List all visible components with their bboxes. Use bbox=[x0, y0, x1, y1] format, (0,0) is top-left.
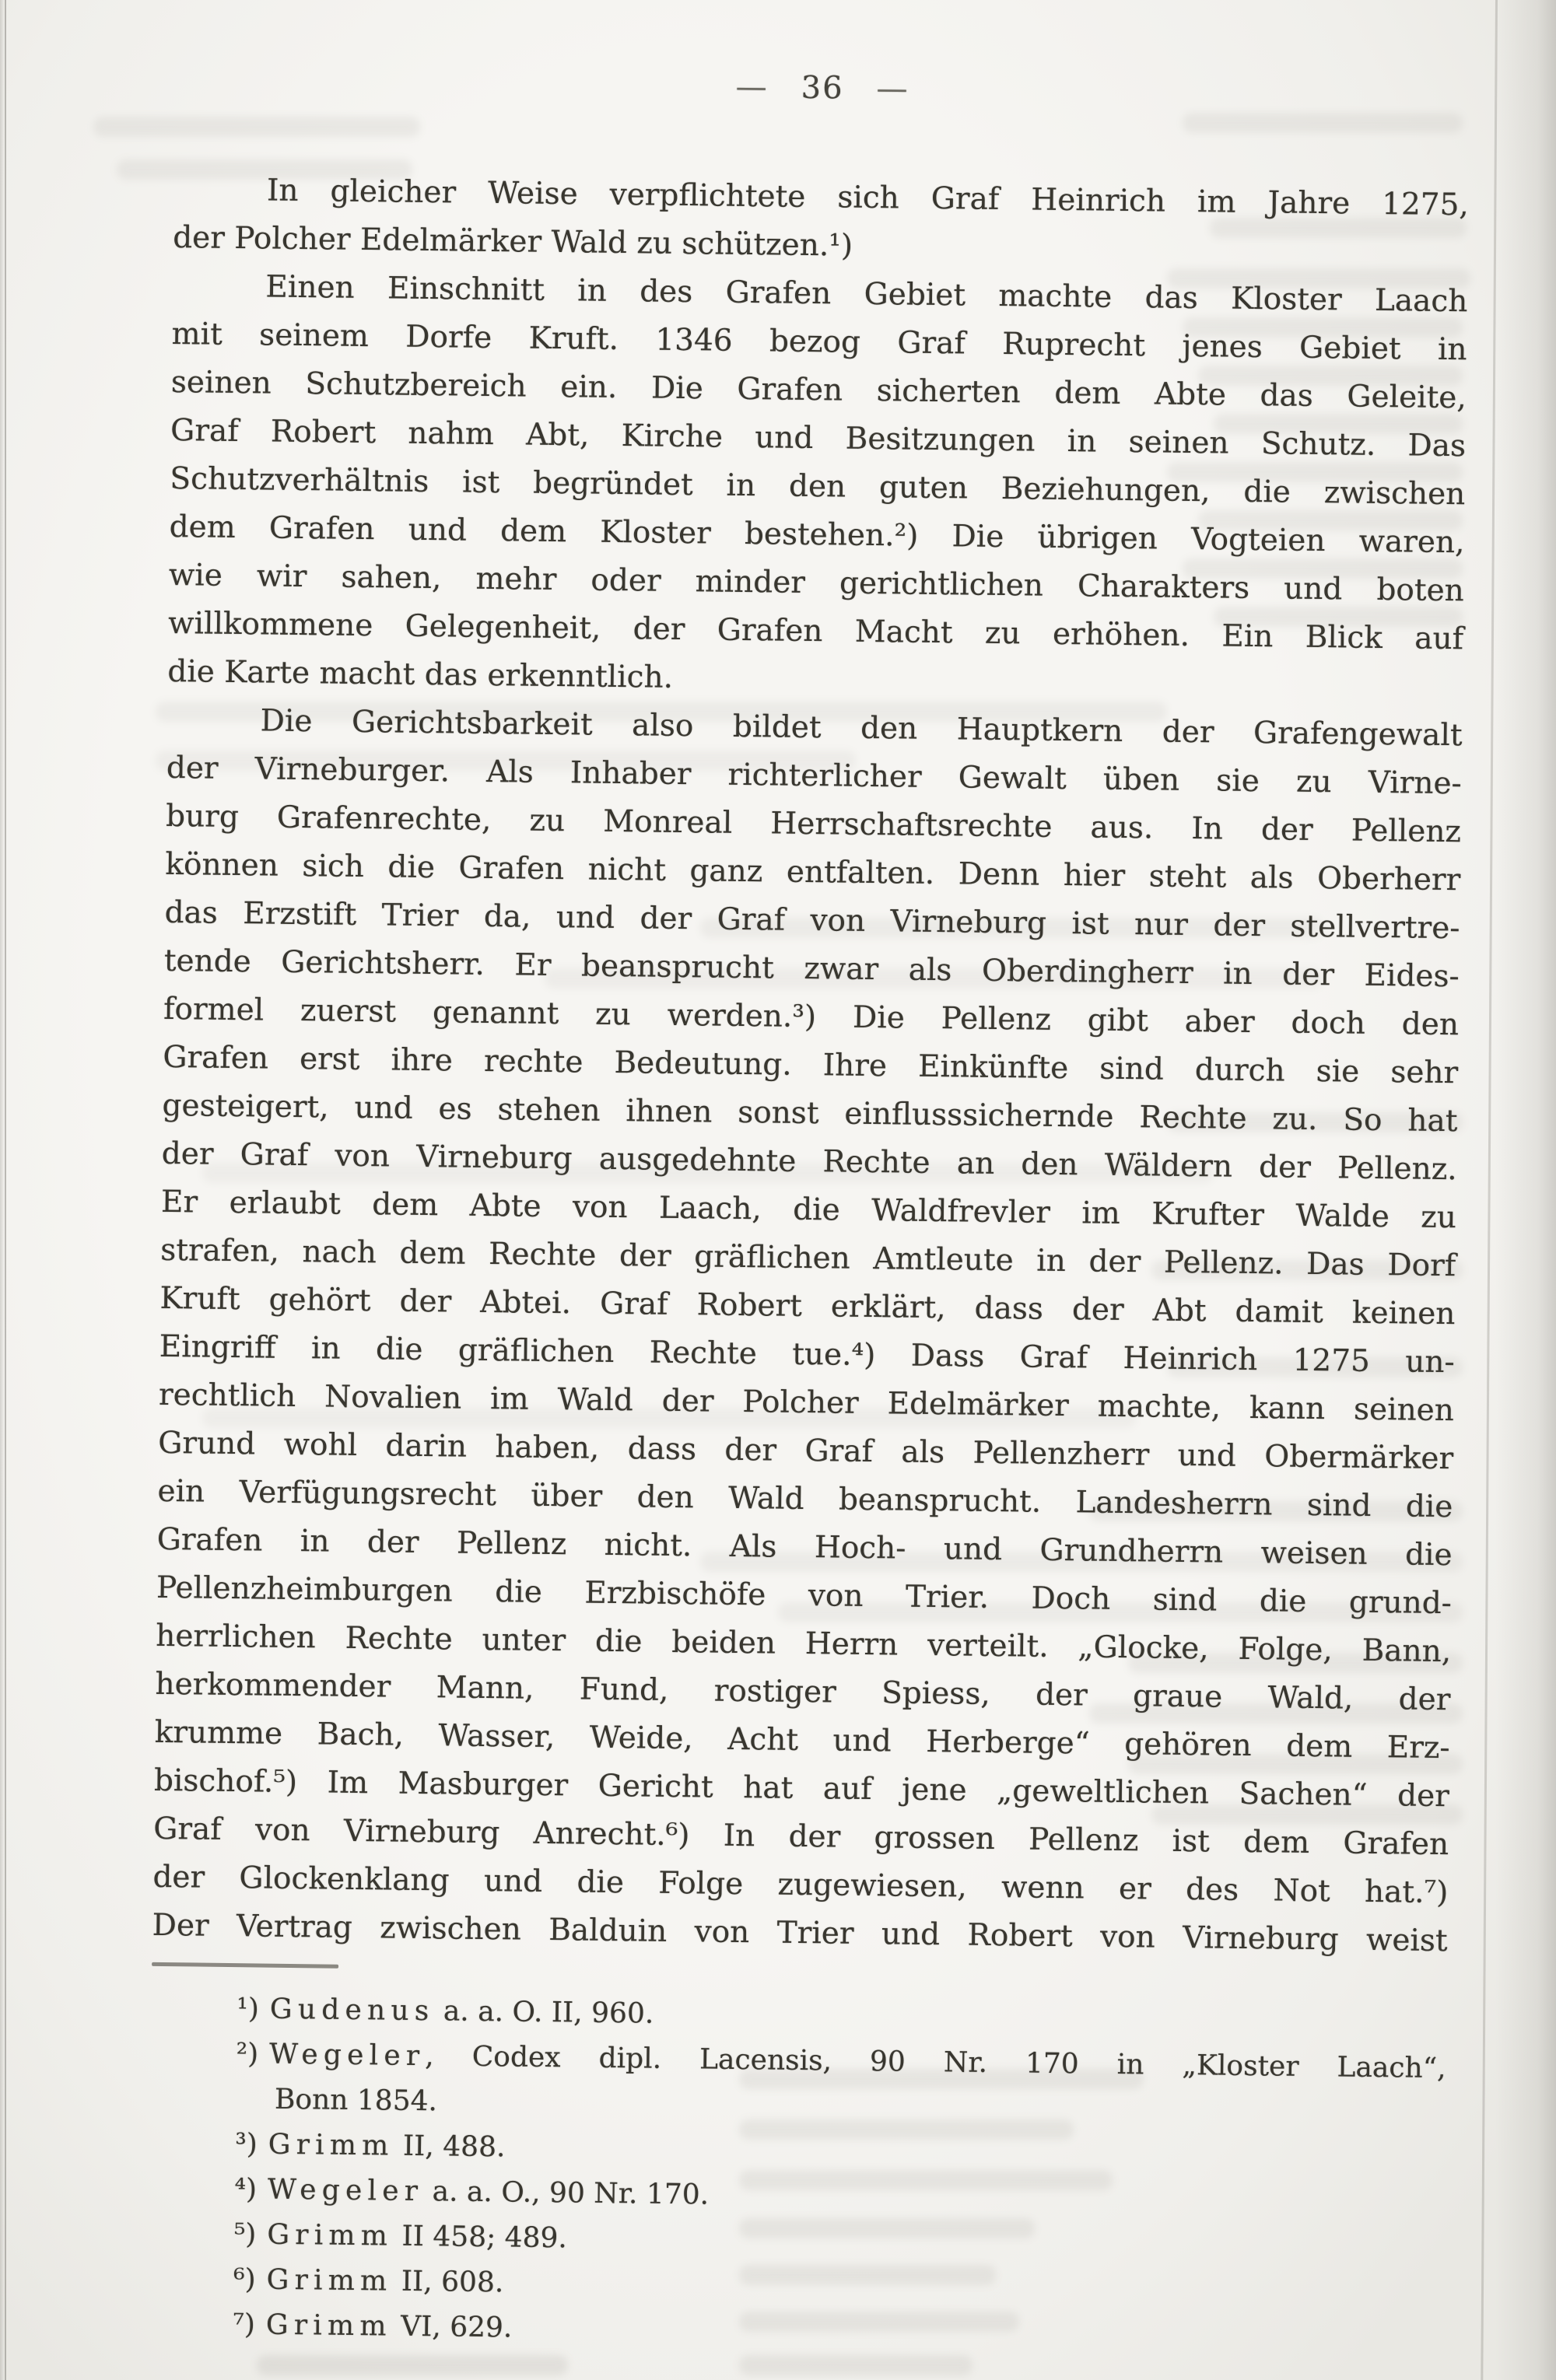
text-line: Die Gerichtsbarkeit also bildet den Hauptkern der Grafengewalt bbox=[260, 703, 1463, 754]
footnote-author: Gudenus bbox=[269, 1993, 435, 2028]
footnote-marker: ⁴) bbox=[234, 2173, 258, 2206]
text-line: Pellenzheimburgen die Erzbischöfe von Trier. Doch sind die grund- bbox=[156, 1570, 1453, 1622]
footnote-text: II 458; 489. bbox=[392, 2220, 568, 2255]
page-left-edge-line bbox=[5, 0, 6, 2380]
text-line: bischof.⁵) Im Masburger Gericht hat auf jene „geweltlichen Sachen“ der bbox=[153, 1762, 1450, 1815]
footnote-author: Grimm bbox=[265, 2308, 392, 2343]
footnote-marker: ⁷) bbox=[233, 2308, 256, 2341]
bleed-through-ghost bbox=[257, 2355, 568, 2375]
text-line: mit seinem Dorfe Kruft. 1346 bezog Graf Ruprecht jenes Gebiet in bbox=[171, 316, 1467, 368]
footnote-text: a. a. O., 90 Nr. 170. bbox=[422, 2175, 710, 2211]
text-line: herrlichen Rechte unter die beiden Herrn verteilt. „Glocke, Folge, Bann, bbox=[155, 1618, 1452, 1670]
text-line: der Polcher Edelmärker Wald zu schützen.¹) bbox=[172, 219, 853, 264]
footnote-text: , Codex dipl. Lacensis, 90 Nr. 170 in „Kloster Laach“, bbox=[425, 2040, 1446, 2085]
text-line: Grafen in der Pellenz nicht. Als Hoch- und Grundherrn weisen die bbox=[156, 1521, 1453, 1573]
text-line: Einen Einschnitt in des Grafen Gebiet machte das Kloster Laach bbox=[265, 269, 1468, 320]
text-line: rechtlich Novalien im Wald der Polcher Edelmärker machte, kann seinen bbox=[158, 1377, 1455, 1429]
page-content bbox=[147, 61, 1470, 2362]
bleed-through-ghost bbox=[739, 2355, 972, 2375]
text-line: der Virneburger. Als Inhaber richterlicher Gewalt üben sie zu Virne- bbox=[166, 750, 1463, 802]
text-line: Graf von Virneburg Anrecht.⁶) In der grossen Pellenz ist dem Grafen bbox=[152, 1811, 1449, 1863]
page-right-fold-shade bbox=[1495, 0, 1556, 2380]
footnotes bbox=[147, 1986, 1447, 2362]
text-line: Eingriff in die gräflichen Rechte tue.⁴) Dass Graf Heinrich 1275 un- bbox=[159, 1328, 1455, 1381]
text-line: Grund wohl darin haben, dass der Graf als Pellenzherr und Obermärker bbox=[158, 1425, 1454, 1477]
footnote-text: II, 608. bbox=[392, 2265, 504, 2299]
footnote-author: Wegeler bbox=[268, 2038, 426, 2073]
text-line: der Glockenklang und die Folge zugewiesen, wenn er des Not hat.⁷) bbox=[152, 1859, 1449, 1911]
text-line: krumme Bach, Wasser, Weide, Acht und Herberge“ gehören dem Erz- bbox=[154, 1714, 1450, 1766]
text-line: In gleicher Weise verpflichtete sich Graf Heinrich im Jahre 1275, bbox=[266, 173, 1470, 223]
text-line: Grafen erst ihre rechte Bedeutung. Ihre Einkünfte sind durch sie sehr bbox=[163, 1039, 1459, 1091]
text-line: ein Verfügungsrecht über den Wald beansprucht. Landesherrn sind die bbox=[157, 1473, 1453, 1525]
footnote-author: Wegeler bbox=[267, 2173, 424, 2208]
text-line: formel zuerst genannt zu werden.³) Die Pellenz gibt aber doch den bbox=[163, 991, 1460, 1043]
header-dash-right: — bbox=[876, 71, 909, 107]
text-line: der Graf von Virneburg ausgedehnte Rechte an den Wäldern der Pellenz. bbox=[161, 1136, 1457, 1188]
page-number-header bbox=[174, 61, 1470, 115]
footnote-author: Grimm bbox=[267, 2218, 394, 2252]
text-line: Kruft gehört der Abtei. Graf Robert erklärt, dass der Abt damit keinen bbox=[159, 1280, 1456, 1332]
footnote-marker: ²) bbox=[236, 2038, 259, 2070]
text-line: Graf Robert nahm Abt, Kirche und Besitzungen in seinen Schutz. Das bbox=[170, 412, 1467, 464]
header-dash-left: — bbox=[735, 68, 769, 106]
footnote-author: Grimm bbox=[266, 2263, 393, 2298]
text-line: strafen, nach dem Rechte der gräflichen Amtleute in der Pellenz. Das Dorf bbox=[160, 1232, 1456, 1284]
footnote-text: II, 488. bbox=[394, 2130, 506, 2164]
text-line: wie wir sahen, mehr oder minder gerichtlichen Charakters und boten bbox=[168, 557, 1465, 609]
footnote-marker: ¹) bbox=[237, 1993, 260, 2025]
footnote-separator bbox=[152, 1962, 338, 1969]
text-line: seinen Schutzbereich ein. Die Grafen sicherten dem Abte das Geleite, bbox=[170, 364, 1467, 416]
text-line: Der Vertrag zwischen Balduin von Trier und Robert von Virneburg weist bbox=[152, 1907, 1448, 1959]
footnote-text: a. a. O. II, 960. bbox=[434, 1995, 654, 2030]
footnote-text: VI, 629. bbox=[391, 2310, 513, 2344]
text-line: die Karte macht das erkenntlich. bbox=[167, 653, 674, 695]
text-line: Schutzverhältnis ist begründet in den guten Beziehungen, die zwischen bbox=[170, 460, 1466, 513]
text-line: herkommender Mann, Fund, rostiger Spiess, der graue Wald, der bbox=[155, 1666, 1451, 1718]
footnote-marker: ³) bbox=[235, 2128, 258, 2161]
text-line: das Erzstift Trier da, und der Graf von Virneburg ist nur der stellvertre- bbox=[164, 894, 1460, 947]
footnote-continuation: Bonn 1854. bbox=[274, 2083, 438, 2118]
text-line: können sich die Grafen nicht ganz entfalten. Denn hier steht als Oberherr bbox=[165, 846, 1461, 898]
text-line: gesteigert, und es stehen ihnen sonst einflusssichernde Rechte zu. So hat bbox=[162, 1087, 1458, 1139]
footnote-author: Grimm bbox=[268, 2128, 394, 2162]
footnote-marker: ⁶) bbox=[233, 2263, 256, 2296]
footnote-marker: ⁵) bbox=[233, 2218, 257, 2251]
text-line: burg Grafenrechte, zu Monreal Herrschaftsrechte aus. In der Pellenz bbox=[165, 798, 1462, 850]
page-number: 36 bbox=[801, 69, 844, 107]
body-text bbox=[152, 166, 1469, 1965]
text-line: willkommene Gelegenheit, der Grafen Macht zu erhöhen. Ein Blick auf bbox=[167, 605, 1464, 657]
text-line: dem Grafen und dem Kloster bestehen.²) Die übrigen Vogteien waren, bbox=[169, 509, 1465, 561]
text-line: tende Gerichtsherr. Er beansprucht zwar als Oberdingherr in der Eides- bbox=[163, 943, 1460, 995]
text-line: Er erlaubt dem Abte von Laach, die Waldfrevler im Krufter Walde zu bbox=[160, 1184, 1457, 1236]
